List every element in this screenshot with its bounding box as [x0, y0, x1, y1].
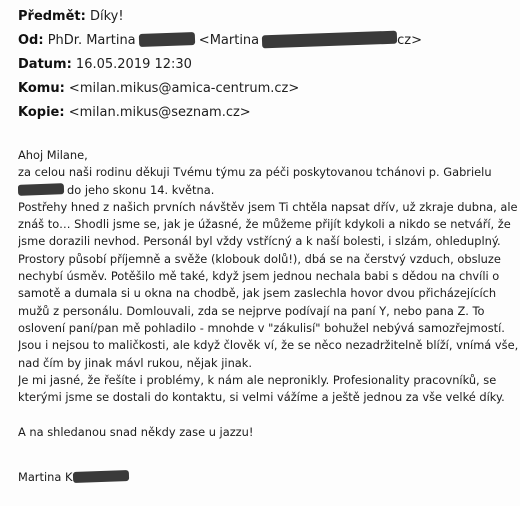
message-line: za celou naši rodinu děkuji Tvému týmu za péči poskytovanou tchánovi p. Gabrielu: [18, 165, 492, 180]
message-line: mužů z personálu. Domlouvali, zda se nejprve podívají na paní Y, nebo pana Z. To: [18, 303, 485, 318]
message-line: nad čím by jinak mávl rukou, nějak jinak.: [18, 355, 252, 370]
message-line: nechybí úsměv. Potěšilo mě také, když jsem jednou nechala babi s dědou na chvíli o: [18, 269, 500, 284]
message-line: kterými jsme se dostali do kontaktu, si velmi vážíme a ještě jednou za vše velké díky.: [18, 390, 505, 405]
from-label: Od:: [18, 33, 44, 48]
message-line: Jsou i nejsou to maličkosti, ale když člověk ví, že se něco nezadržitelně blíží, vnímá vše,: [18, 338, 518, 353]
subject-value: Díky!: [89, 9, 124, 24]
redaction-mark: [73, 470, 129, 483]
message-line: Postřehy hned z našich prvních návštěv jsem Ti chtěla napsat dřív, už zkraje dubna, ale: [18, 199, 518, 214]
message-line: [18, 182, 518, 199]
redaction-mark: [262, 31, 397, 49]
cc-label: Kopie:: [18, 105, 65, 120]
from-email-end: cz>: [397, 33, 423, 48]
from-name: PhDr. Martina: [47, 33, 136, 48]
greeting: Ahoj Milane,: [18, 148, 88, 162]
signature: [18, 469, 129, 486]
signature-name: Martina K: [18, 470, 73, 484]
date-label: Datum:: [18, 57, 72, 72]
message-line: oslovení paní/pan mě pohladilo - mnohde v "zákulisí" bohužel nebývá samozřejmostí.: [18, 320, 505, 335]
from-row: [18, 30, 516, 52]
email-header: [18, 6, 516, 126]
message-line: samotě a dumala si u okna na chodbě, jak jsem zaslechla hovor dvou přicházejících: [18, 286, 497, 301]
closing-line: A na shledanou snad někdy zase u jazzu!: [18, 424, 254, 439]
to-row: [18, 78, 516, 100]
date-value: 16.05.2019 12:30: [75, 57, 192, 72]
message-line: Je mi jasné, že řešíte i problémy, k nám ale nepronikly. Profesionality pracovníků, se: [18, 372, 497, 387]
message-line-text: do jeho skonu 14. května.: [67, 182, 215, 197]
message-body: [18, 147, 518, 441]
subject-label: Předmět:: [18, 9, 86, 24]
message-line: jsme dorazili nevhod. Personál byl vždy vstřícný a k naší bolesti, i slzám, ohleduplný.: [18, 234, 501, 249]
message-line: znáš to… Shodli jsme se, jak je úžasné, že můžeme přijít kdykoli a nikdo se netváří, že: [18, 217, 511, 232]
cc-row: [18, 102, 516, 124]
to-label: Komu:: [18, 81, 65, 96]
message-line: Prostory působí příjemně a svěže (klobouk dolů!), dbá se na čerstvý vzduch, obsluze: [18, 251, 501, 266]
redaction-mark: [18, 183, 64, 196]
cc-value: <milan.mikus@seznam.cz>: [68, 105, 251, 120]
to-value: <milan.mikus@amica-centrum.cz>: [68, 81, 300, 96]
date-row: [18, 54, 516, 76]
from-email-start: <Martina: [198, 33, 260, 48]
subject-row: [18, 6, 516, 28]
redaction-mark: [138, 32, 194, 47]
